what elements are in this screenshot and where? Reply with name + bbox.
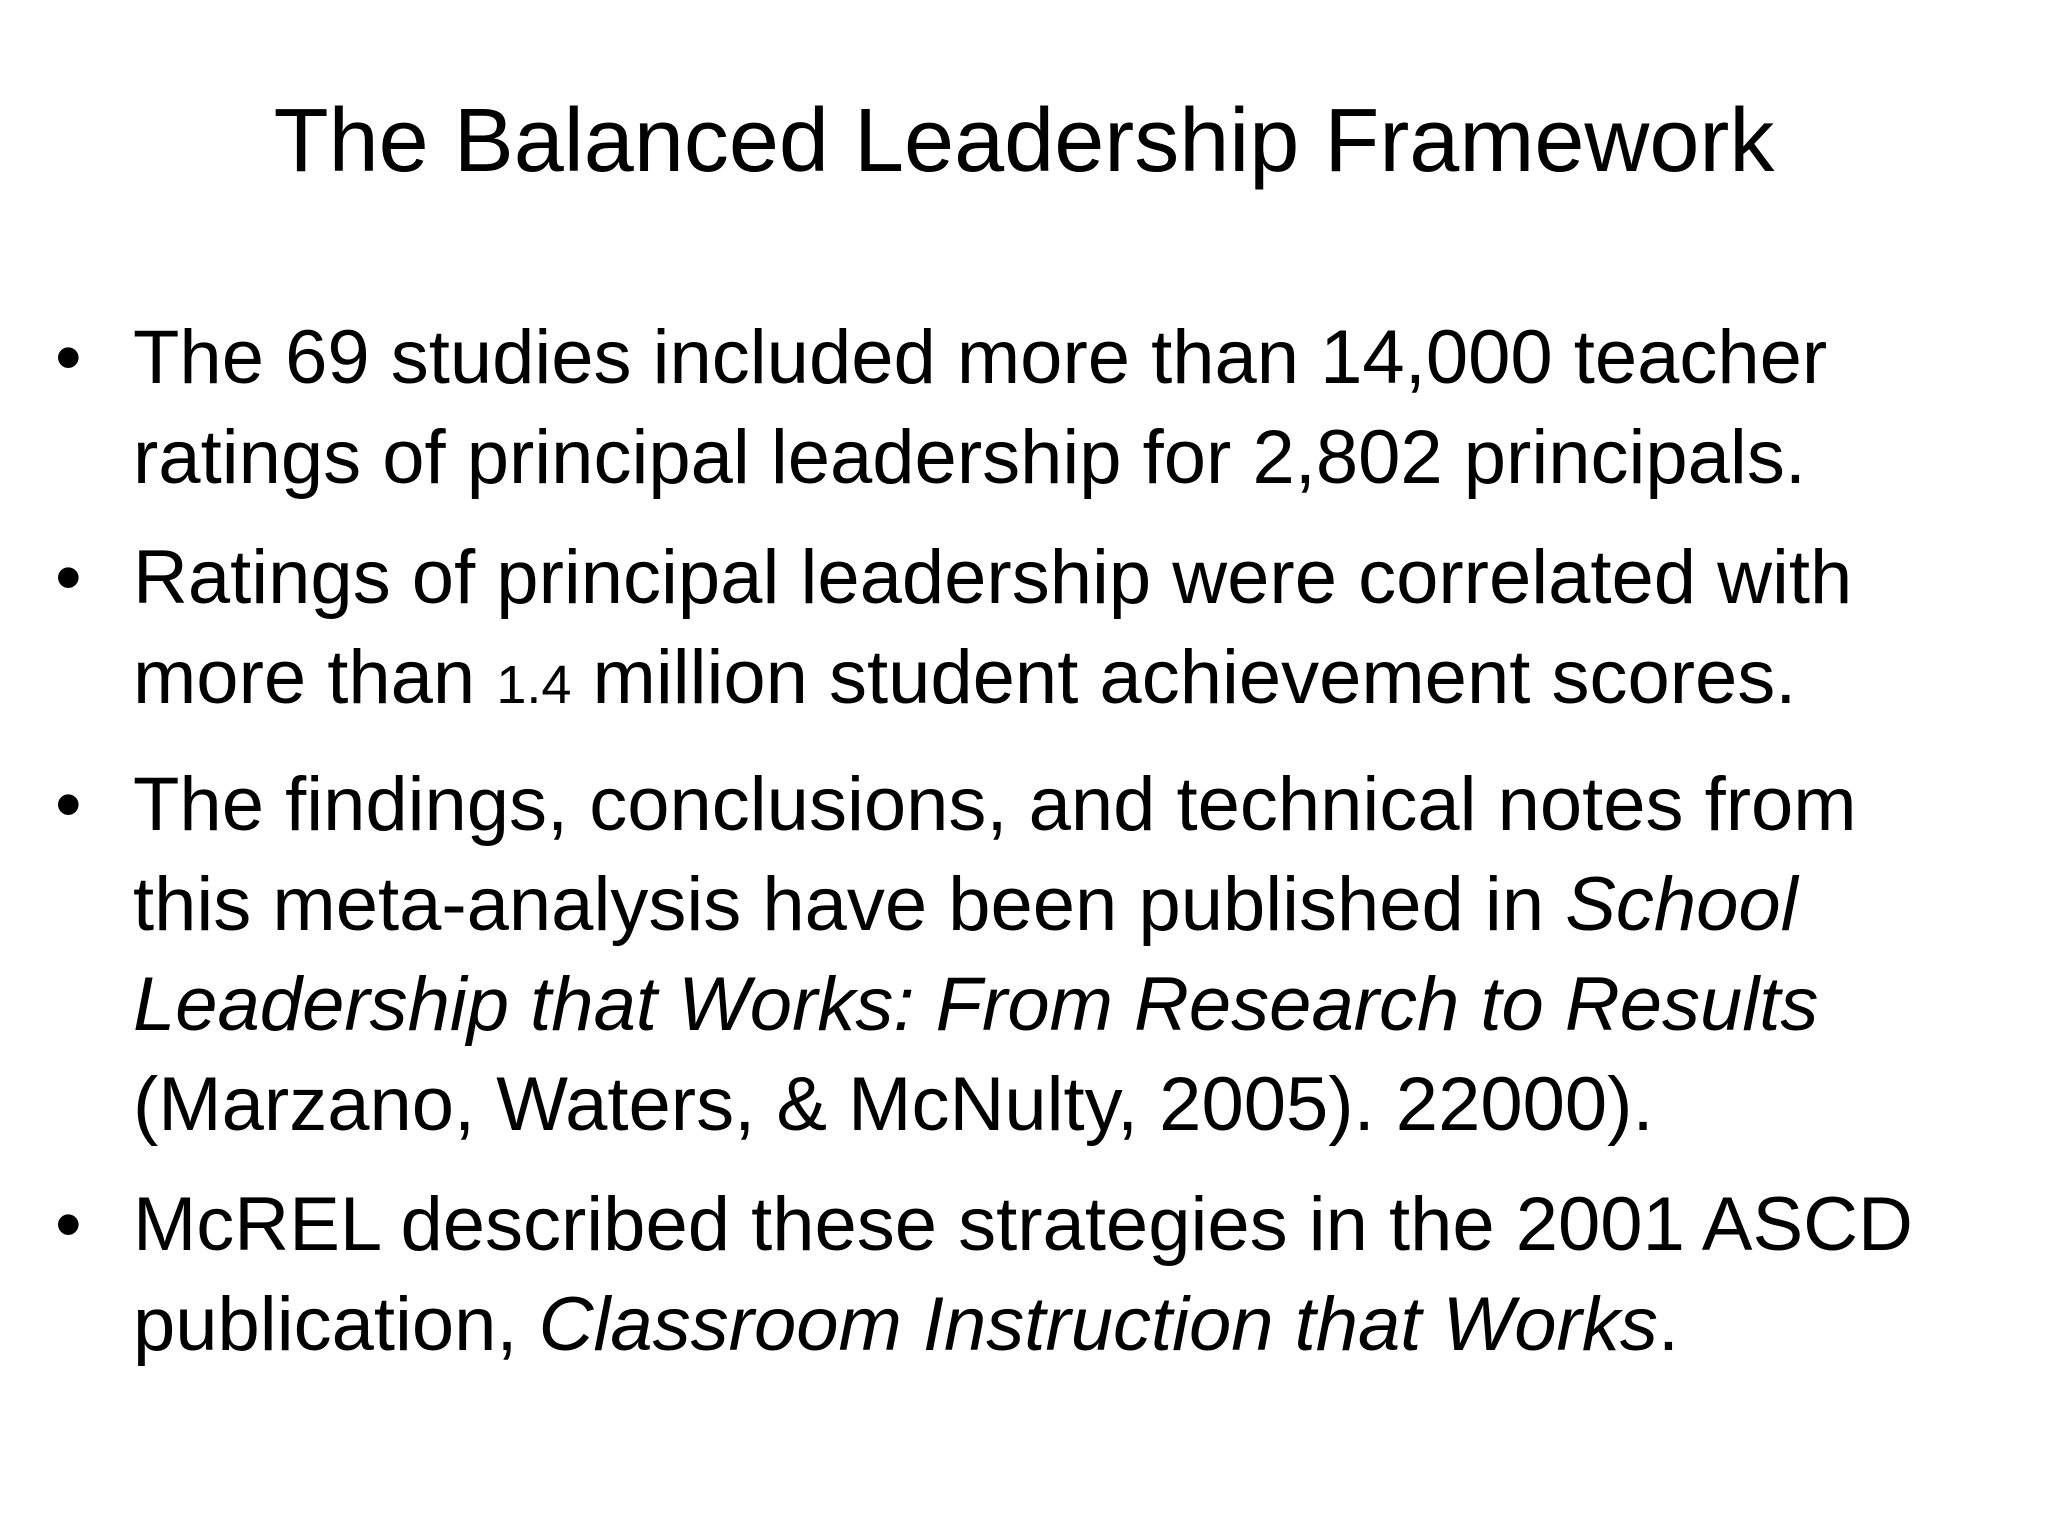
- bullet-text: Ratings of principal leadership were correlated with more than: [133, 535, 1853, 720]
- slide-title: The Balanced Leadership Framework: [273, 91, 1775, 191]
- bullet-text: The findings, conclusions, and technical notes from this meta-analysis have been published in: [133, 762, 1857, 947]
- bullet-point-icon: •: [55, 535, 82, 620]
- bullet-text: .: [1657, 1282, 1679, 1367]
- bullet-point-icon: •: [55, 1182, 82, 1267]
- bullet-point-icon: •: [55, 762, 82, 847]
- bullet-point-icon: •: [55, 315, 82, 400]
- bullet-item: [0, 528, 1973, 735]
- bullet-list: [0, 308, 2048, 1395]
- book-title: School Leadership that Works: From Research to Results: [133, 862, 1819, 1047]
- bullet-item: [0, 308, 1973, 508]
- bullet-text: The 69 studies included more than 14,000 teacher ratings of principal leadership for 2,802 principals.: [133, 315, 1828, 500]
- bullet-item: [0, 755, 1973, 1155]
- book-title: Classroom Instruction that Works: [538, 1282, 1658, 1367]
- bullet-text: (Marzano, Waters, & McNulty, 2005). 22000).: [133, 1062, 1654, 1147]
- bullet-number: 1.4: [496, 655, 572, 715]
- bullet-item: [0, 1175, 1973, 1375]
- bullet-text: million student achievement scores.: [571, 635, 1797, 720]
- bullet-text: McREL described these strategies in the 2001 ASCD publication,: [133, 1182, 1913, 1367]
